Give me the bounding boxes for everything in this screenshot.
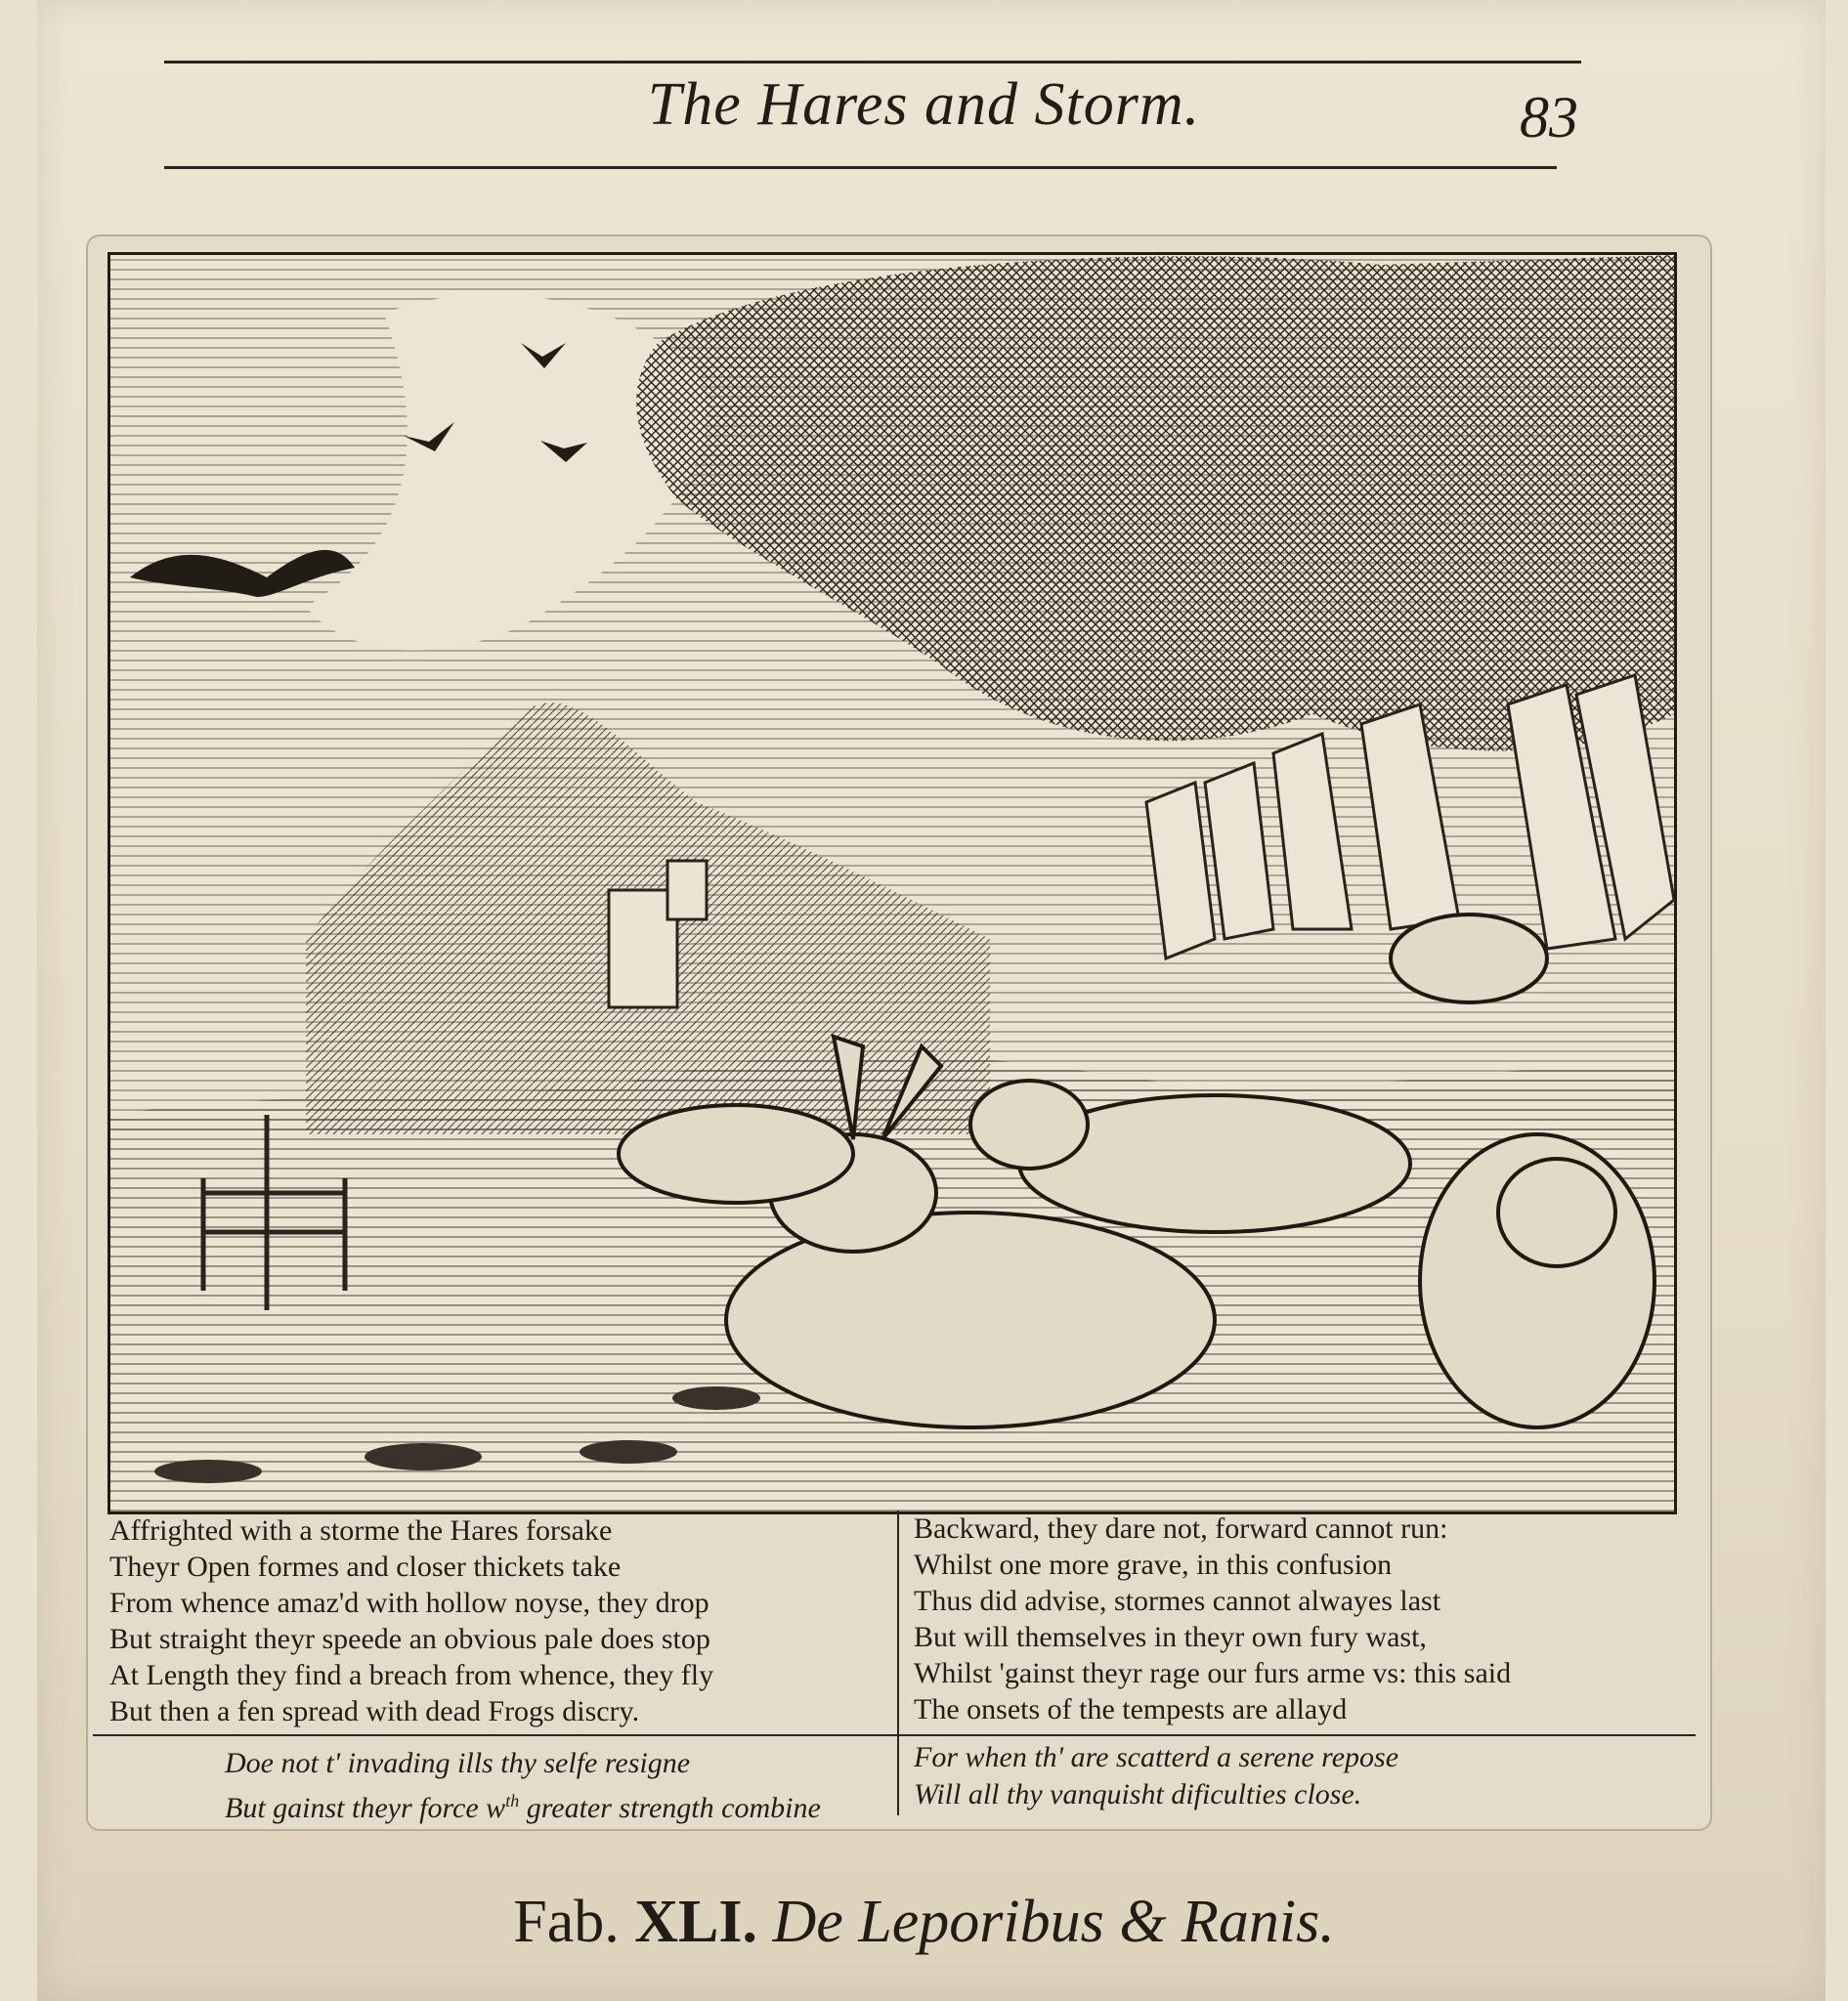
moral-left-line: Doe not t' invading ills thy selfe resigne <box>225 1747 691 1779</box>
moral-divider-horizontal <box>93 1734 1696 1736</box>
moral-left <box>225 1745 821 1827</box>
engraving-illustration <box>107 252 1677 1514</box>
moral-left-text: But gainst theyr force w <box>225 1792 506 1824</box>
verse-left <box>109 1512 713 1729</box>
verse-left-line: At Length they find a breach from whence, they fly <box>109 1659 714 1691</box>
verse-right <box>914 1511 1511 1727</box>
moral-right-line: For when th' are scatterd a serene repose <box>914 1741 1399 1773</box>
fable-label: Fab. <box>513 1889 620 1955</box>
engraving-svg <box>110 255 1674 1511</box>
moral-left-superscript: th <box>505 1791 520 1810</box>
verse-left-line: Theyr Open formes and closer thickets take <box>109 1551 622 1583</box>
castle-turret <box>667 861 707 919</box>
verse-right-line: Backward, they dare not, forward cannot run: <box>914 1512 1448 1545</box>
page-number: 83 <box>1520 85 1578 149</box>
moral-right-line: Will all thy vanquisht dificulties close. <box>914 1778 1362 1810</box>
verse-left-line: But straight theyr speede an obvious pale does stop <box>109 1623 710 1655</box>
verse-right-line: But will themselves in theyr own fury wast, <box>914 1621 1427 1653</box>
fable-latin-title: De Leporibus & Ranis. <box>772 1889 1335 1955</box>
running-title: The Hares and Storm. <box>647 71 1201 138</box>
moral-left-text: greater strength combine <box>519 1792 821 1824</box>
verse-left-line: From whence amaz'd with hollow noyse, they drop <box>109 1587 709 1619</box>
header-rule-top <box>164 61 1581 64</box>
verse-left-line: Affrighted with a storme the Hares forsake <box>109 1514 613 1547</box>
verse-right-line: Whilst one more grave, in this confusion <box>914 1549 1393 1581</box>
verse-divider-vertical <box>897 1511 899 1815</box>
fable-title <box>0 1888 1848 1957</box>
verse-right-line: Thus did advise, stormes cannot alwayes last <box>914 1585 1441 1617</box>
verse-right-line: The onsets of the tempests are allayd <box>914 1693 1348 1725</box>
verse-right-line: Whilst 'gainst theyr rage our furs arme vs: this said <box>914 1657 1512 1689</box>
header-rule-bottom <box>164 166 1557 169</box>
moral-left-line <box>225 1782 821 1827</box>
fable-number: XLI. <box>634 1889 758 1955</box>
moral-right <box>914 1739 1398 1813</box>
verse-left-line: But then a fen spread with dead Frogs discry. <box>109 1695 640 1727</box>
